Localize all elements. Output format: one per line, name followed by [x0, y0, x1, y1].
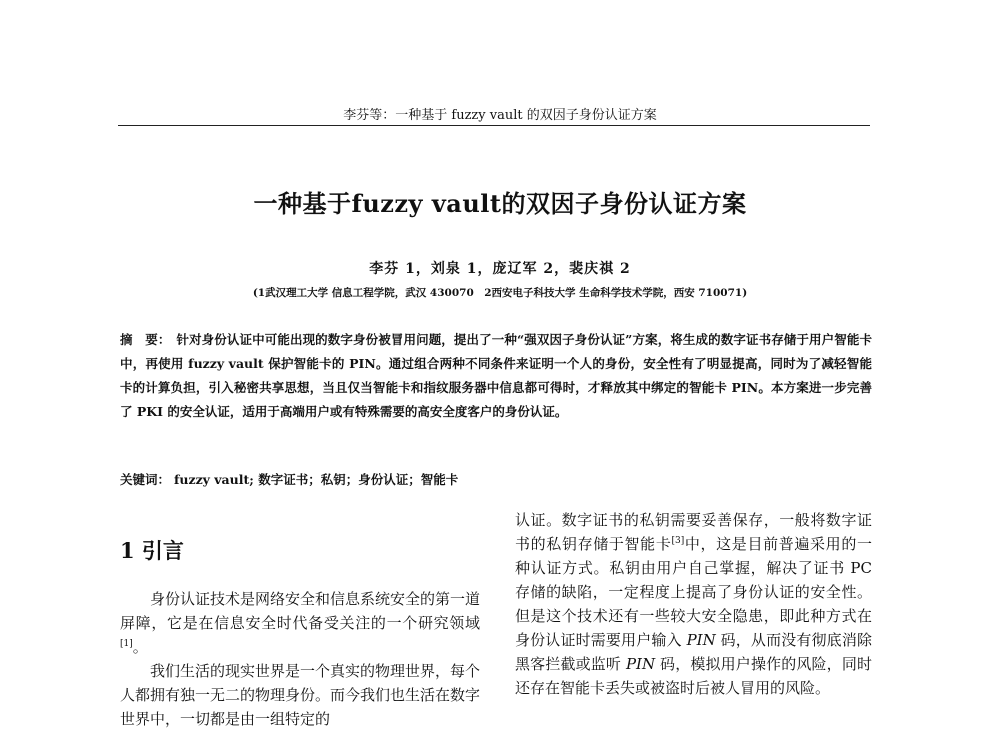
paragraph-text: 认证。数字证书的私钥需要妥善保存，一般将数字证书的私钥存储于智能卡 — [515, 511, 872, 553]
paragraph-end: 。 — [132, 638, 148, 656]
citation: [1] — [120, 639, 133, 649]
paper-title: 一种基于fuzzy vault的双因子身份认证方案 — [253, 189, 747, 218]
keywords — [120, 470, 872, 488]
running-head: 李芬等：一种基于 fuzzy vault 的双因子身份认证方案 — [343, 108, 657, 123]
keywords-text: fuzzy vault; 数字证书；私钥；身份认证；智能卡 — [174, 472, 459, 487]
paragraph-text: 身份认证技术是网络安全和信息系统安全的第一道屏障，它是在信息安全时代备受关注的一个研究领域 — [120, 590, 481, 632]
affiliations: (1武汉理工大学 信息工程学院，武汉 430070 2西安电子科技大学 生命科学技术学院，西安 710071) — [252, 287, 748, 299]
pin-term: PIN — [625, 655, 656, 673]
pin-term: PIN — [686, 631, 716, 649]
abstract — [120, 328, 872, 424]
abstract-label: 摘 要： — [120, 332, 171, 347]
authors: 李芬 1，刘泉 1，庞辽军 2，裴庆祺 2 — [369, 261, 631, 277]
paragraph-text: 码，模拟用户操作的风险，同时还存在智能卡丢失或被盗时后被人冒用的风险。 — [515, 655, 872, 697]
paragraph-text: 我们生活的现实世界是一个真实的物理世界，每个人都拥有独一无二的物理身份。而今我们也生活在数字世界中，一切都是由一组特定的 — [120, 662, 481, 728]
abstract-text: 针对身份认证中可能出现的数字身份被冒用问题，提出了一种“强双因子身份认证”方案，将生成的数字证书存储于用户智能卡中，再使用 fuzzy vault 保护智能卡的 PIN。通过组合两种不同条件来证明一个人的身份，安全性有了明显提高，同时为了减轻智能卡的计算负担，引入秘密共享思想，当且仅当智能卡和指纹服务器中信息都可得时，才释放其中绑定的智能卡 PIN。本方案进一步完善了 PKI 的安全认证，适用于高端用户或有特殊需要的高安全度客户的身份认证。 — [120, 332, 872, 419]
paragraph — [120, 587, 480, 659]
paragraph-text: 中，这是目前普遍采用的一种认证方式。私钥由用户自己掌握，解决了证书 PC 存储的缺陷，一定程度上提高了身份认证的安全性。但是这个技术还有一些较大安全隐患，即此种方式在身份认证时需要用户输入 — [515, 535, 872, 649]
header-rule — [118, 125, 870, 126]
keywords-label: 关键词： — [120, 472, 171, 487]
paragraph — [120, 659, 480, 731]
paragraph — [515, 508, 872, 700]
right-column — [515, 508, 872, 700]
section-heading: 1 引言 — [120, 538, 184, 563]
left-column — [120, 587, 480, 731]
citation: [3] — [671, 536, 685, 546]
paragraph-text: 码，从而没有彻底消除黑客拦截或监听 — [515, 631, 872, 673]
